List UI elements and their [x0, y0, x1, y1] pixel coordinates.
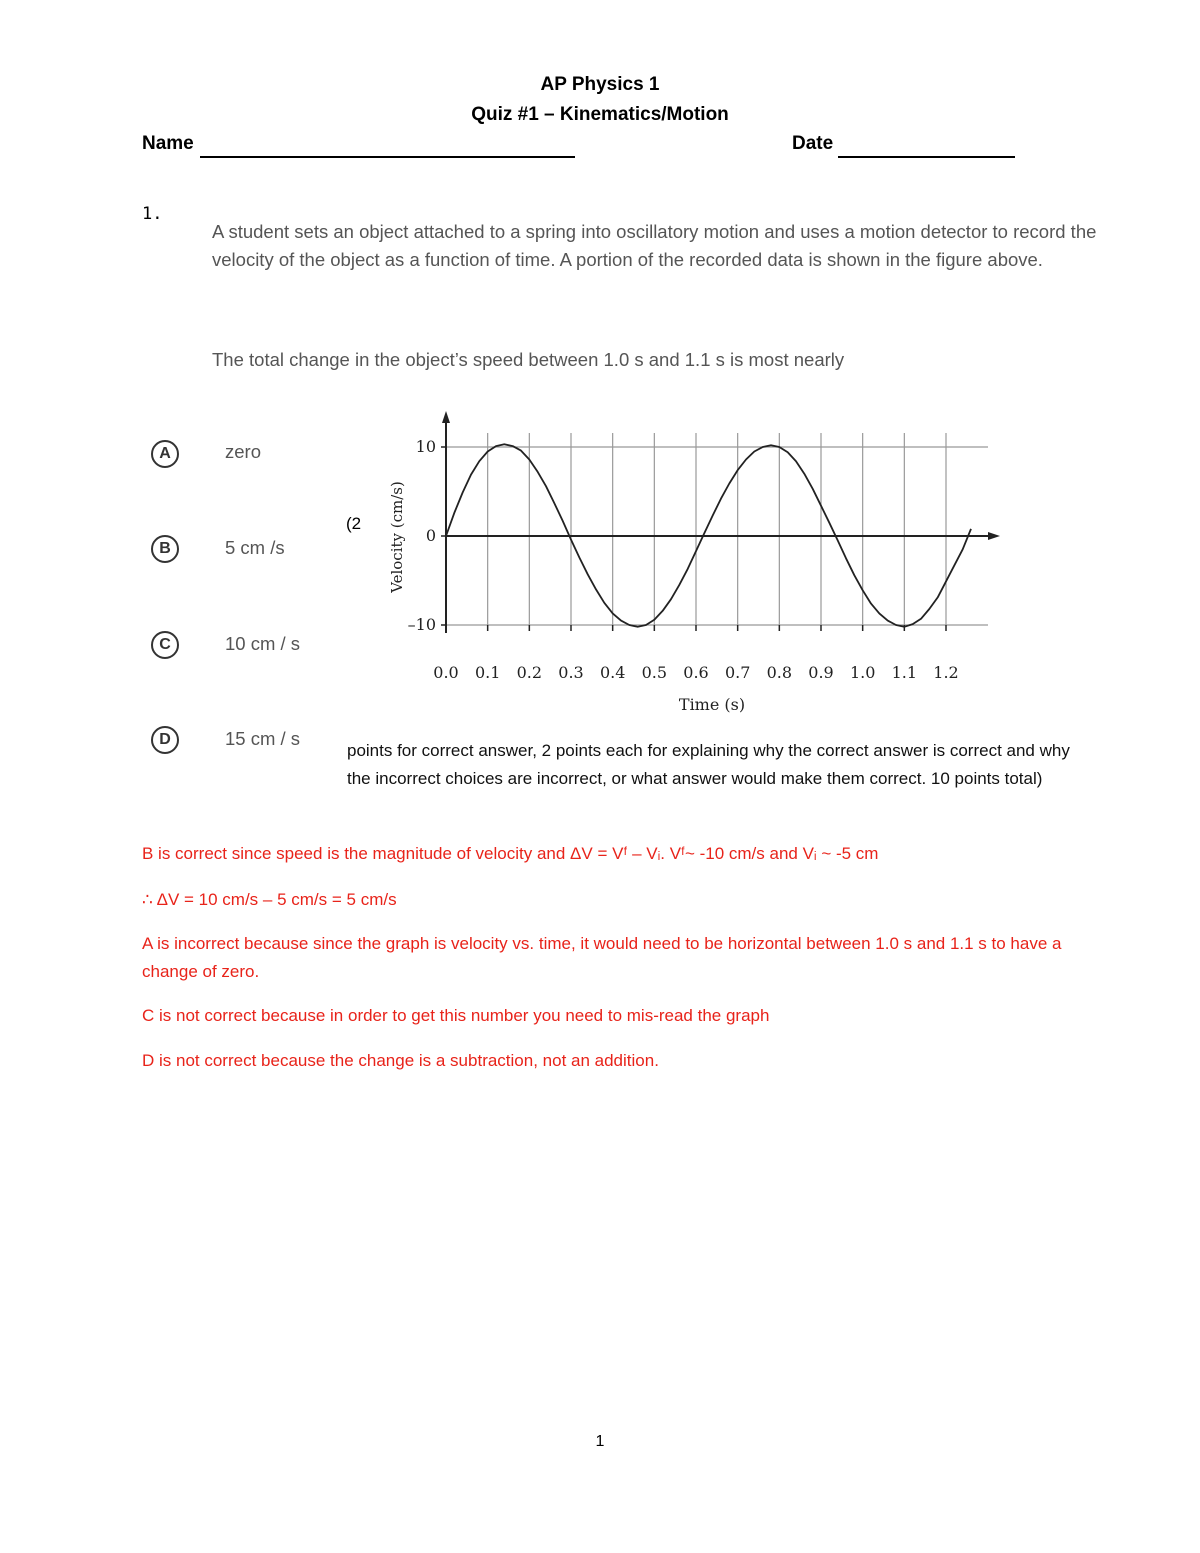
question-number: 1.	[142, 204, 163, 224]
date-label: Date	[792, 133, 834, 154]
choice-c-circle[interactable]: C	[151, 631, 179, 659]
points-open: (2	[346, 514, 362, 533]
page-number: 1	[595, 1433, 605, 1450]
y-tick-label-0: 10	[415, 437, 436, 456]
answer-a-explanation: A is incorrect because since the graph is velocity vs. time, it would need to be horizontal between 1.0 s and 1.1 s to have a change of zero.	[142, 934, 1062, 981]
choice-b-text: 5 cm /s	[225, 537, 285, 558]
x-axis-label: Time (s)	[678, 695, 746, 714]
x-tick-label-6: 0.6	[683, 663, 709, 682]
choice-d-text: 15 cm / s	[225, 728, 301, 749]
chart-grid	[446, 433, 988, 625]
answer-calculation: ∴ ΔV = 10 cm/s – 5 cm/s = 5 cm/s	[142, 890, 397, 909]
velocity-time-graph	[380, 405, 1010, 720]
choice-c-text: 10 cm / s	[225, 633, 301, 654]
x-tick-label-10: 1.0	[849, 663, 876, 682]
chart-axes	[441, 411, 1000, 633]
page-title: AP Physics 1	[540, 74, 660, 95]
name-label: Name	[142, 133, 194, 154]
page-subtitle: Quiz #1 – Kinematics/Motion	[471, 104, 729, 125]
x-tick-label-1: 0.1	[474, 663, 501, 682]
y-tick-label-2: –10	[407, 615, 436, 634]
answer-d-explanation: D is not correct because the change is a subtraction, not an addition.	[142, 1051, 659, 1070]
x-tick-label-3: 0.3	[558, 663, 584, 682]
x-tick-label-11: 1.1	[891, 663, 918, 682]
choice-a-circle[interactable]: A	[151, 440, 179, 468]
question-text: The total change in the object’s speed between 1.0 s and 1.1 s is most nearly	[212, 349, 845, 370]
x-tick-label-0: 0.0	[433, 663, 459, 682]
date-field[interactable]	[838, 138, 1015, 158]
points-text: points for correct answer, 2 points each for explaining why the correct answer is correct and why the incorrect choices are incorrect, or what answer would make them correct. 10 points total)	[347, 741, 1070, 788]
answer-b-explanation: B is correct since speed is the magnitude of velocity and ΔV = Vᶠ – Vᵢ. Vᶠ~ -10 cm/s and Vᵢ ~ -5 cm	[142, 844, 879, 863]
choice-a-text: zero	[225, 441, 261, 462]
question-prompt: A student sets an object attached to a spring into oscillatory motion and uses a motion detector to record the velocity of the object as a function of time. A portion of the recorded data is shown in the figure above.	[212, 221, 1097, 270]
choice-d-circle[interactable]: D	[151, 726, 179, 754]
y-axis-arrow	[442, 411, 450, 423]
y-tick-label-1: 0	[425, 526, 436, 545]
x-tick-label-4: 0.4	[599, 663, 626, 682]
x-tick-label-7: 0.7	[724, 663, 751, 682]
answer-c-explanation: C is not correct because in order to get this number you need to mis-read the graph	[142, 1006, 770, 1025]
x-tick-label-5: 0.5	[641, 663, 668, 682]
chart-tick-labels	[408, 437, 959, 682]
x-tick-label-2: 0.2	[516, 663, 543, 682]
x-axis-arrow	[988, 532, 1000, 540]
name-field[interactable]	[200, 138, 575, 158]
y-axis-label: Velocity (cm/s)	[388, 481, 406, 593]
x-tick-label-12: 1.2	[933, 663, 959, 682]
x-tick-label-8: 0.8	[766, 663, 793, 682]
choice-b-circle[interactable]: B	[151, 535, 179, 563]
x-tick-label-9: 0.9	[808, 663, 834, 682]
